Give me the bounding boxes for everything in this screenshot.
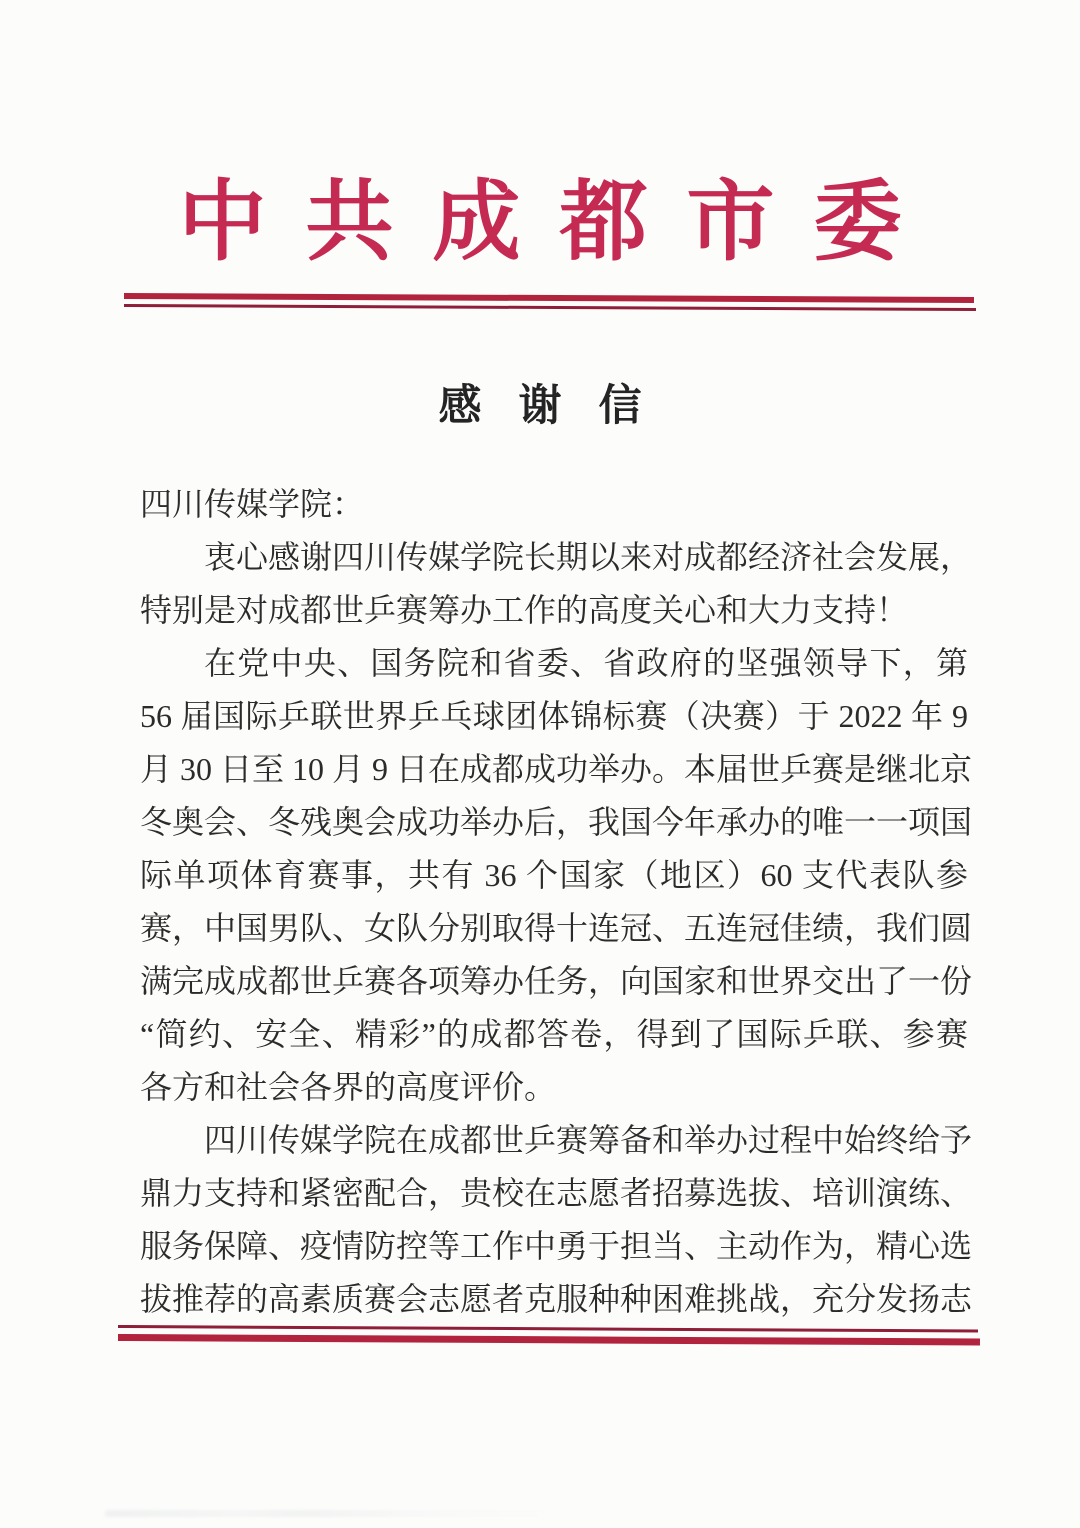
body-line: 衷心感谢四川传媒学院长期以来对成都经济社会发展， [204, 539, 973, 575]
body-line: 满完成成都世乒赛各项筹办任务，向国家和世界交出了一份 [140, 963, 973, 999]
letterhead-org-name: 中共成都市委 [178, 175, 941, 272]
body-line: 各方和社会各界的高度评价。 [140, 1069, 557, 1105]
body-line: 赛，中国男队、女队分别取得十连冠、五连冠佳绩，我们圆 [140, 910, 973, 946]
body-line: “简约、安全、精彩”的成都答卷，得到了国际乒联、参赛 [140, 1016, 968, 1052]
body-line: 际单项体育赛事，共有 36 个国家（地区）60 支代表队参 [140, 857, 968, 893]
body-line: 鼎力支持和紧密配合，贵校在志愿者招募选拔、培训演练、 [140, 1175, 973, 1211]
body-line: 四川传媒学院： [140, 486, 365, 522]
scan-smudge [105, 1510, 545, 1517]
body-line: 特别是对成都世乒赛筹办工作的高度关心和大力支持！ [140, 592, 909, 628]
body-line: 服务保障、疫情防控等工作中勇于担当、主动作为，精心选 [140, 1228, 973, 1264]
body-line: 冬奥会、冬残奥会成功举办后，我国今年承办的唯一一项国 [140, 804, 973, 840]
body-line: 在党中央、国务院和省委、省政府的坚强领导下，第 [204, 645, 968, 681]
letter-body [140, 478, 973, 1326]
letter-title: 感谢信 [438, 383, 679, 430]
body-line: 月 30 日至 10 月 9 日在成都成功举办。本届世乒赛是继北京 [140, 751, 973, 787]
body-line: 四川传媒学院在成都世乒赛筹备和举办过程中始终给予 [204, 1122, 973, 1158]
body-line: 拔推荐的高素质赛会志愿者克服种种困难挑战，充分发扬志 [140, 1281, 973, 1317]
bottom-rule-thin [118, 1325, 978, 1332]
top-rule-thick [124, 293, 974, 303]
top-rule-thin [124, 304, 976, 311]
body-line: 56 届国际乒联世界乒乓球团体锦标赛（决赛）于 2022 年 9 [140, 698, 968, 734]
bottom-rule-thick [118, 1334, 980, 1345]
